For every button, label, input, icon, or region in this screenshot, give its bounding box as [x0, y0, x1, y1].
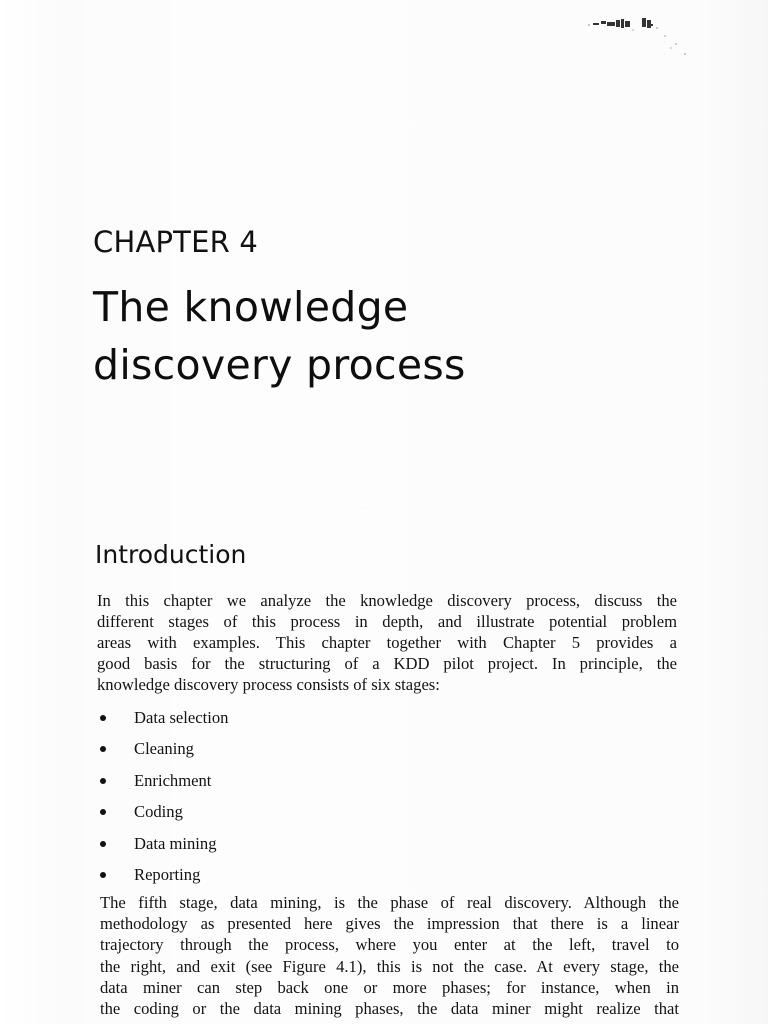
- intro-paragraph: [97, 590, 677, 695]
- paragraph-line: trajectory through the process, where you enter at the left, travel to: [100, 935, 679, 955]
- body-paragraph: [100, 892, 679, 1019]
- bullet-icon: [100, 809, 106, 815]
- chapter-title: [93, 278, 653, 394]
- list-item-label: Reporting: [134, 864, 201, 884]
- paragraph-line: methodology as presented here gives the impression that there is a linear: [100, 914, 679, 934]
- scan-artifact-icon: [585, 14, 695, 64]
- chapter-title-line: The knowledge: [93, 283, 409, 331]
- list-item-label: Coding: [134, 802, 183, 822]
- paragraph-line: the coding or the data mining phases, the data miner might realize that: [100, 999, 679, 1019]
- paragraph-line: the right, and exit (see Figure 4.1), this is not the case. At every stage, the: [100, 956, 679, 976]
- bullet-icon: [100, 841, 106, 847]
- bullet-icon: [100, 715, 106, 721]
- paragraph-line: different stages of this process in depth, and illustrate potential problem: [97, 612, 677, 631]
- section-heading: Introduction: [95, 540, 247, 569]
- paragraph-line: good basis for the structuring of a KDD pilot project. In principle, the: [97, 654, 677, 673]
- chapter-title-line: discovery process: [93, 341, 466, 389]
- paragraph-line: data miner can step back one or more phases; for instance, when in: [100, 977, 679, 997]
- bullet-icon: [100, 746, 106, 752]
- paragraph-line: areas with examples. This chapter together with Chapter 5 provides a: [97, 633, 677, 652]
- bullet-icon: [100, 872, 106, 878]
- list-item-label: Enrichment: [134, 770, 212, 790]
- list-item-label: Cleaning: [134, 739, 194, 759]
- chapter-number: CHAPTER 4: [93, 225, 259, 259]
- list-item-label: Data selection: [134, 708, 229, 727]
- paragraph-line: In this chapter we analyze the knowledge discovery process, discuss the: [97, 591, 677, 610]
- paragraph-line: knowledge discovery process consists of six stages:: [97, 675, 440, 694]
- list-item-label: Data mining: [134, 833, 217, 853]
- bullet-icon: [100, 778, 106, 784]
- paragraph-line: The fifth stage, data mining, is the phase of real discovery. Although the: [100, 893, 679, 912]
